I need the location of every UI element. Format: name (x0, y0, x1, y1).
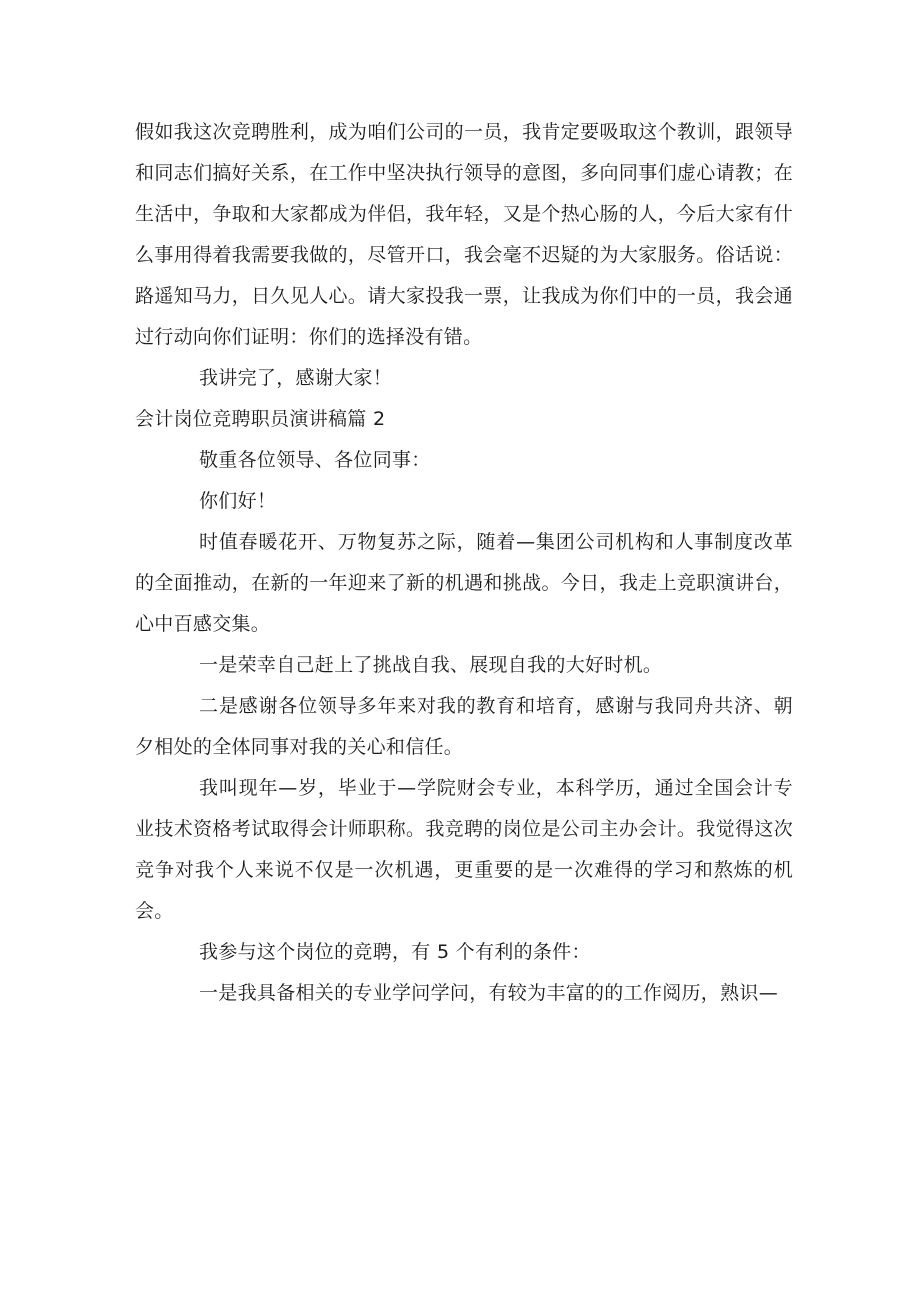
paragraph-1: 假如我这次竞聘胜利，成为咱们公司的一员，我肯定要吸取这个教训，跟领导和同志们搞好关系，在工作中坚决执行领导的意图，多向同事们虚心请教；在生活中，争取和大家都成为伴侣，我年轻，又是个热心肠的人，今后大家有什么事用得着我需要我做的，尽管开口，我会毫不迟疑的为大家服务。俗话说：路遥知马力，日久见人心。请大家投我一票，让我成为你们中的一员，我会通过行动向你们证明：你们的选择没有错。 (135, 121, 793, 348)
paragraph-11: 一是我具备相关的专业学问学问，有较为丰富的的工作阅历，熟识— (199, 982, 779, 1004)
paragraph-10: 我参与这个岗位的竞聘，有 5 个有利的条件： (199, 941, 591, 963)
greeting: 你们好！ (199, 490, 277, 512)
paragraph-6: 时值春暖花开、万物复苏之际，随着—集团公司机构和人事制度改革的全面推动，在新的一年迎来了新的机遇和挑战。今日，我走上竞职演讲台，心中百感交集。 (135, 531, 793, 635)
salutation: 敬重各位领导、各位同事： (199, 449, 431, 471)
paragraph-7: 一是荣幸自己赶上了挑战自我、展现自我的大好时机。 (199, 654, 663, 676)
paragraph-8: 二是感谢各位领导多年来对我的教育和培育，感谢与我同舟共济、朝夕相处的全体同事对我的关心和信任。 (135, 695, 793, 758)
paragraph-2: 我讲完了，感谢大家！ (199, 367, 393, 389)
paragraph-9: 我叫现年—岁，毕业于—学院财会专业，本科学历，通过全国会计专业技术资格考试取得会计师职称。我竞聘的岗位是公司主办会计。我觉得这次竞争对我个人来说不仅是一次机遇，更重要的是一次难得的学习和熬炼的机会。 (135, 777, 793, 922)
document-body (135, 112, 793, 1014)
section-heading: 会计岗位竞聘职员演讲稿篇 2 (135, 408, 386, 430)
